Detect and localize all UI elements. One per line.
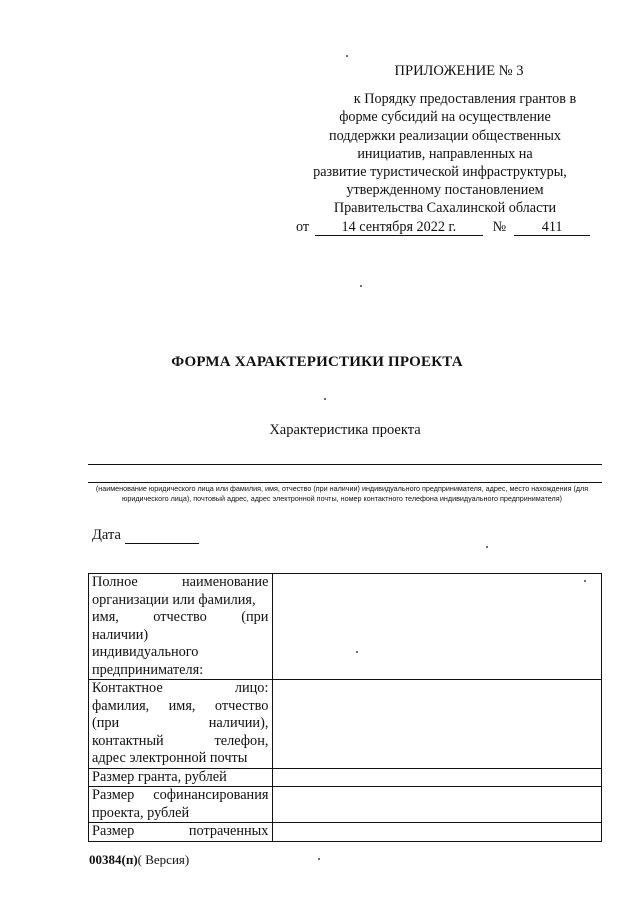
label-line — [92, 644, 268, 662]
label-line — [92, 574, 268, 592]
row-label-cell — [89, 768, 273, 787]
label-word: имя, — [92, 609, 119, 625]
approval-number: 411 — [514, 219, 590, 236]
document-version: ( Версия) — [137, 852, 190, 867]
row-label-cell — [89, 680, 273, 769]
row-value-cell[interactable] — [273, 574, 602, 680]
label-word: отчество — [153, 609, 207, 625]
appendix-header — [296, 62, 590, 236]
label-word: контактный — [92, 732, 164, 749]
applicant-name-line — [88, 482, 602, 483]
label-line — [92, 698, 268, 716]
scan-speck — [486, 546, 488, 548]
table-row — [89, 768, 602, 787]
table-row — [89, 574, 602, 680]
label-word: (при — [241, 609, 269, 625]
label-word: отчество — [214, 697, 269, 714]
from-label: от — [296, 218, 310, 235]
label-word: Размер гранта, рублей — [92, 768, 227, 785]
label-word: (при — [92, 715, 120, 731]
label-word: организации или фамилия, — [92, 591, 256, 608]
appendix-line: форме субсидий на осуществление — [339, 109, 551, 126]
document-footer — [89, 852, 189, 868]
label-word: телефон, — [214, 732, 269, 749]
table-row — [89, 787, 602, 823]
date-label: Дата — [92, 527, 121, 543]
label-line — [92, 750, 268, 768]
date-blank — [125, 529, 199, 544]
label-word: фамилия, — [92, 697, 150, 714]
scan-speck — [324, 398, 326, 400]
approval-date: 14 сентября 2022 г. — [315, 219, 483, 236]
table-row — [89, 680, 602, 769]
label-word: Размер — [92, 823, 135, 839]
label-line — [92, 662, 268, 680]
label-line — [92, 592, 268, 610]
applicant-caption: (наименование юридического лица или фамилия, имя, отчество (при наличии) индивидуального предпринимателя, адрес, место нахождения (для юридического лица), почтовый адрес, адрес электронной почты, номер контактного телефона индивидуального предпринимателя) — [95, 484, 589, 503]
number-label: № — [492, 218, 507, 235]
appendix-line: поддержки реализации общественных — [329, 127, 561, 144]
label-line — [92, 823, 268, 841]
label-line — [92, 627, 268, 645]
label-word: наличии), — [208, 715, 269, 731]
label-word: проекта, рублей — [92, 804, 190, 821]
appendix-line: Правительства Сахалинской области — [333, 200, 557, 217]
appendix-line: утвержденному постановлением — [346, 182, 544, 199]
project-characteristics-table — [88, 573, 602, 842]
label-line — [92, 715, 268, 733]
form-subheading: Характеристика проекта — [269, 422, 421, 438]
label-word: Контактное — [92, 680, 163, 696]
row-label-cell — [89, 823, 273, 842]
label-word: предпринимателя: — [92, 661, 204, 678]
row-value-cell[interactable] — [273, 768, 602, 787]
row-value-cell[interactable] — [273, 787, 602, 823]
label-word: наличии) — [92, 626, 149, 643]
appendix-line: инициатив, направленных на — [357, 145, 533, 162]
scan-speck — [356, 651, 358, 653]
label-line — [92, 805, 268, 823]
label-word: Размер — [92, 787, 135, 803]
row-value-cell[interactable] — [273, 823, 602, 842]
scan-speck — [360, 285, 362, 287]
date-field — [92, 527, 199, 544]
label-word: Полное — [92, 574, 138, 590]
label-word: софинансирования — [153, 787, 269, 803]
applicant-name-line — [88, 464, 602, 465]
label-line — [92, 769, 268, 787]
label-line — [92, 733, 268, 751]
document-code: 00384(п) — [89, 852, 138, 867]
appendix-line: к Порядку предоставления грантов в — [353, 91, 577, 108]
label-line — [92, 787, 268, 805]
scan-speck — [346, 55, 348, 57]
label-line — [92, 609, 268, 627]
row-value-cell[interactable] — [273, 680, 602, 769]
row-label-cell — [89, 574, 273, 680]
table-row — [89, 823, 602, 842]
scan-speck — [318, 858, 320, 860]
appendix-line: развитие туристической инфраструктуры, — [313, 164, 567, 181]
label-word: имя, — [168, 697, 196, 714]
label-word: индивидуального — [92, 644, 199, 660]
label-word: лицо: — [234, 680, 269, 696]
appendix-title: ПРИЛОЖЕНИЕ № 3 — [394, 63, 524, 79]
form-heading: ФОРМА ХАРАКТЕРИСТИКИ ПРОЕКТА — [171, 354, 463, 370]
approval-reference — [296, 218, 590, 236]
label-line — [92, 680, 268, 698]
scan-speck — [584, 580, 586, 582]
label-word: адрес электронной почты — [92, 750, 248, 766]
label-word: потраченных — [188, 823, 269, 839]
row-label-cell — [89, 787, 273, 823]
label-word: наименование — [182, 574, 269, 590]
